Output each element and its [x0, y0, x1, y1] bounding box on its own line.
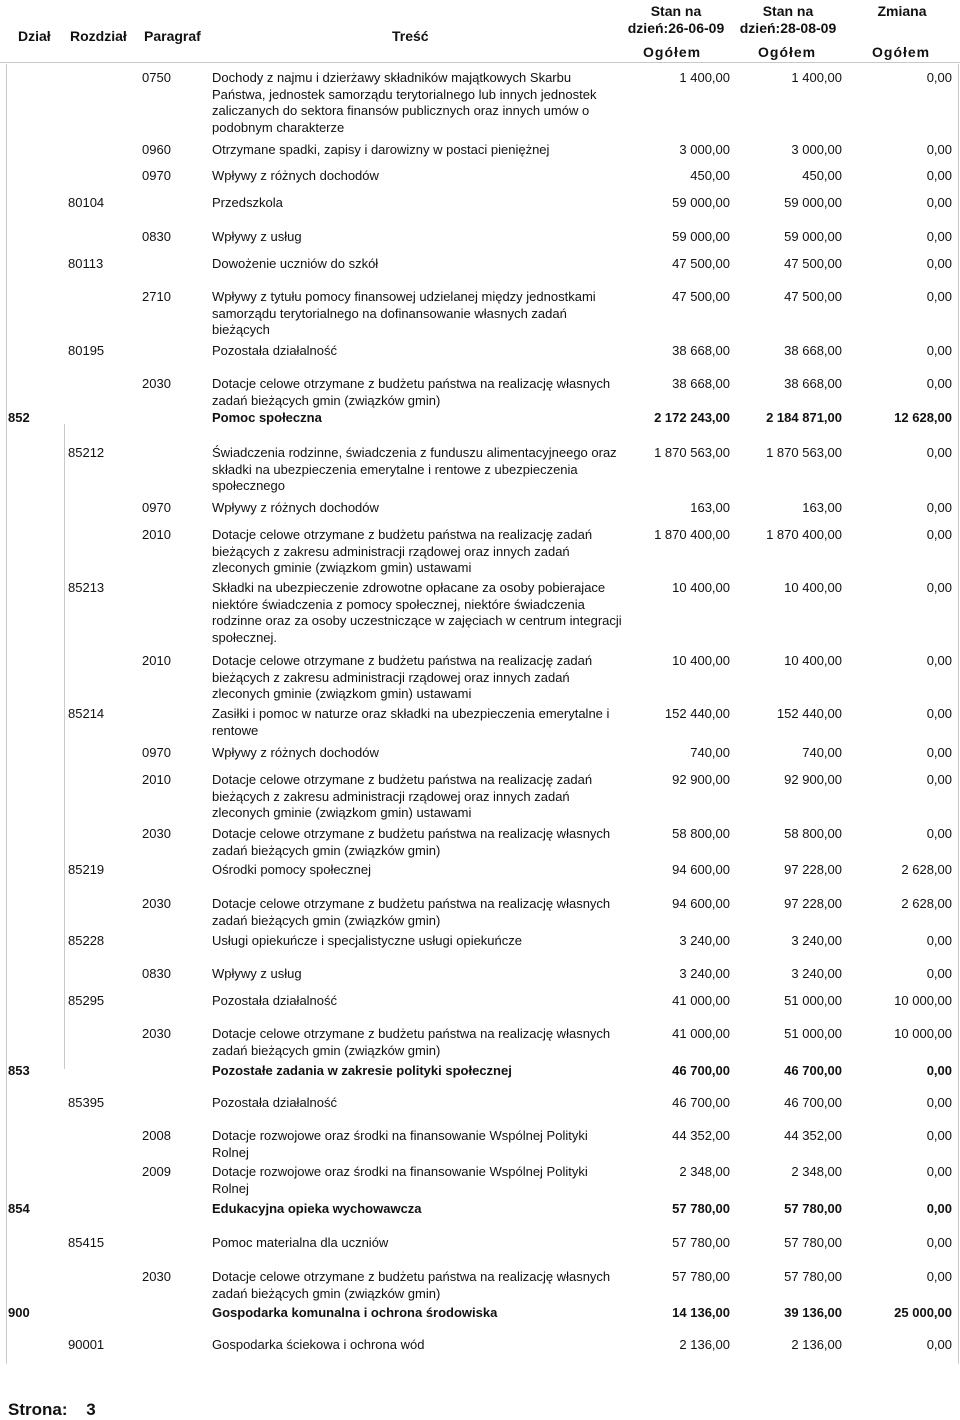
value-stan2-cell: 450,00	[802, 168, 842, 183]
value-zmiana-cell: 0,00	[926, 1095, 952, 1110]
value-stan2-cell: 2 136,00	[791, 1337, 842, 1352]
rozdzial-cell: 85214	[68, 706, 105, 721]
value-stan2-cell: 46 700,00	[784, 1095, 842, 1110]
value-zmiana-cell: 0,00	[926, 826, 952, 841]
rozdzial-cell: 80113	[68, 256, 104, 271]
value-zmiana-cell: 0,00	[926, 195, 952, 210]
value-stan1-cell: 59 000,00	[672, 229, 730, 244]
description-cell: Pozostała działalność	[212, 993, 338, 1008]
value-zmiana-cell: 0,00	[926, 1235, 952, 1250]
paragraf-cell: 0970	[142, 500, 171, 515]
value-stan2-cell: 44 352,00	[784, 1128, 842, 1143]
value-stan2-cell: 47 500,00	[784, 256, 842, 271]
value-stan2-cell: 38 668,00	[784, 343, 842, 358]
paragraf-cell: 0960	[142, 142, 171, 157]
value-zmiana-cell: 0,00	[926, 229, 952, 244]
header-stan2	[734, 3, 842, 37]
value-zmiana-cell: 0,00	[926, 1164, 952, 1179]
dzial-cell: 900	[8, 1305, 30, 1320]
value-stan1-cell: 41 000,00	[672, 1026, 730, 1041]
value-stan1-cell: 47 500,00	[672, 289, 730, 304]
value-zmiana-cell: 10 000,00	[894, 993, 952, 1008]
right-border	[958, 64, 959, 1364]
value-zmiana-cell: 12 628,00	[894, 410, 952, 425]
value-zmiana-cell: 0,00	[926, 772, 952, 787]
value-stan2-cell: 38 668,00	[784, 376, 842, 391]
paragraf-cell: 2030	[142, 1269, 171, 1284]
value-stan1-cell: 38 668,00	[672, 343, 730, 358]
description-cell: Wpływy z różnych dochodów	[212, 745, 379, 760]
description-cell: Dochody z najmu i dzierżawy składników majątkowych Skarbu Państwa, jednostek samorządu terytorialnego lub innych jednostek zaliczanych do sektora finansów publicznych oraz innych umów o podobnym charakterze	[212, 70, 597, 135]
rozdzial-cell: 90001	[68, 1337, 105, 1352]
paragraf-cell: 2010	[142, 653, 171, 668]
description-cell: Składki na ubezpieczenie zdrowotne opłacane za osoby pobierajace niektóre świadczenia z pomocy społecznej, niektóre świadczenia rodzinne oraz za osoby uczestniczące w zajęciach w centrum integracji społecznej.	[212, 580, 622, 645]
header-stan2-label: Stan na	[762, 3, 814, 19]
rozdzial-cell: 85219	[68, 862, 105, 877]
paragraf-cell: 2710	[142, 289, 171, 304]
value-stan1-cell: 152 440,00	[664, 706, 730, 721]
rozdzial-cell: 85295	[68, 993, 105, 1008]
value-stan1-cell: 163,00	[690, 500, 730, 515]
description-cell: Dotacje celowe otrzymane z budżetu państwa na realizację zadań bieżących z zakresu administracji rządowej oraz innych zadań zleconych gminie (związkom gmin) ustawami	[212, 772, 593, 820]
dzial-cell: 852	[8, 410, 30, 425]
value-stan2-cell: 47 500,00	[784, 289, 842, 304]
value-zmiana-cell: 0,00	[926, 445, 952, 460]
rozdzial-cell: 85415	[68, 1235, 105, 1250]
value-stan2-cell: 3 240,00	[791, 933, 842, 948]
description-cell: Pozostała działalność	[212, 343, 338, 358]
description-cell: Pozostała działalność	[212, 1095, 338, 1110]
value-zmiana-cell: 10 000,00	[894, 1026, 952, 1041]
description-cell: Dotacje celowe otrzymane z budżetu państwa na realizację własnych zadań bieżących gmin (związków gmin)	[212, 1269, 611, 1301]
value-zmiana-cell: 0,00	[926, 256, 952, 271]
value-stan2-cell: 1 400,00	[791, 70, 842, 85]
header-ogolem-1: Ogółem	[643, 44, 702, 60]
header-rozdzial: Rozdział	[70, 28, 127, 44]
header-zmiana: Zmiana	[877, 3, 927, 19]
value-stan2-cell: 2 184 871,00	[766, 410, 842, 425]
rozdzial-cell: 85213	[68, 580, 105, 595]
description-cell: Dowożenie uczniów do szkół	[212, 256, 379, 271]
value-stan2-cell: 57 780,00	[784, 1269, 842, 1284]
description-cell: Otrzymane spadki, zapisy i darowizny w postaci pieniężnej	[212, 142, 550, 157]
value-zmiana-cell: 0,00	[926, 1269, 952, 1284]
value-stan1-cell: 92 900,00	[672, 772, 730, 787]
value-stan1-cell: 1 400,00	[679, 70, 730, 85]
value-stan2-cell: 59 000,00	[784, 229, 842, 244]
value-stan2-cell: 740,00	[802, 745, 842, 760]
description-cell: Usługi opiekuńcze i specjalistyczne usługi opiekuńcze	[212, 933, 523, 948]
description-cell: Edukacyjna opieka wychowawcza	[212, 1201, 422, 1216]
value-stan1-cell: 2 348,00	[679, 1164, 730, 1179]
value-stan2-cell: 97 228,00	[784, 862, 842, 877]
paragraf-cell: 2010	[142, 772, 171, 787]
value-stan1-cell: 94 600,00	[672, 896, 730, 911]
value-zmiana-cell: 0,00	[926, 1337, 952, 1352]
value-zmiana-cell: 0,00	[926, 70, 952, 85]
paragraf-cell: 2009	[142, 1164, 171, 1179]
value-stan2-cell: 39 136,00	[784, 1305, 842, 1320]
rozdzial-cell: 85212	[68, 445, 105, 460]
description-cell: Wpływy z różnych dochodów	[212, 168, 379, 183]
paragraf-cell: 2030	[142, 1026, 171, 1041]
description-cell: Gospodarka komunalna i ochrona środowiska	[212, 1305, 498, 1320]
paragraf-cell: 0750	[142, 70, 171, 85]
value-stan1-cell: 58 800,00	[672, 826, 730, 841]
value-stan1-cell: 57 780,00	[672, 1269, 730, 1284]
value-stan2-cell: 3 240,00	[791, 966, 842, 981]
value-zmiana-cell: 0,00	[926, 1201, 952, 1216]
paragraf-cell: 0830	[142, 229, 171, 244]
description-cell: Dotacje rozwojowe oraz środki na finansowanie Wspólnej Polityki Rolnej	[212, 1164, 588, 1196]
value-zmiana-cell: 0,00	[926, 500, 952, 515]
value-stan2-cell: 3 000,00	[791, 142, 842, 157]
value-zmiana-cell: 0,00	[926, 527, 952, 542]
value-stan1-cell: 44 352,00	[672, 1128, 730, 1143]
value-stan2-cell: 152 440,00	[776, 706, 842, 721]
value-zmiana-cell: 0,00	[926, 343, 952, 358]
value-stan1-cell: 450,00	[690, 168, 730, 183]
header-tresc: Treść	[392, 28, 429, 44]
value-stan1-cell: 740,00	[690, 745, 730, 760]
value-zmiana-cell: 0,00	[926, 1128, 952, 1143]
value-stan2-cell: 51 000,00	[784, 1026, 842, 1041]
value-stan1-cell: 46 700,00	[672, 1095, 730, 1110]
value-stan1-cell: 3 240,00	[679, 966, 730, 981]
value-stan1-cell: 1 870 563,00	[654, 445, 730, 460]
value-stan1-cell: 3 000,00	[679, 142, 730, 157]
dzial-cell: 853	[8, 1063, 30, 1078]
value-stan1-cell: 59 000,00	[672, 195, 730, 210]
value-stan2-cell: 10 400,00	[784, 653, 842, 668]
paragraf-cell: 2008	[142, 1128, 171, 1143]
value-stan2-cell: 57 780,00	[784, 1201, 842, 1216]
value-stan2-cell: 1 870 400,00	[766, 527, 842, 542]
value-zmiana-cell: 0,00	[926, 1063, 952, 1078]
value-zmiana-cell: 0,00	[926, 653, 952, 668]
description-cell: Dotacje celowe otrzymane z budżetu państwa na realizację własnych zadań bieżących gmin (związków gmin)	[212, 1026, 611, 1058]
description-cell: Pomoc materialna dla uczniów	[212, 1235, 389, 1250]
description-cell: Dotacje celowe otrzymane z budżetu państwa na realizację własnych zadań bieżących gmin (związków gmin)	[212, 896, 611, 928]
header-stan1-date: dzień:26-06-09	[627, 20, 725, 36]
header-stan1-label: Stan na	[650, 3, 702, 19]
description-cell: Zasiłki i pomoc w naturze oraz składki na ubezpieczenia emerytalne i rentowe	[212, 706, 610, 738]
description-cell: Dotacje rozwojowe oraz środki na finansowanie Wspólnej Polityki Rolnej	[212, 1128, 588, 1160]
description-cell: Wpływy z tytułu pomocy finansowej udzielanej między jednostkami samorządu terytorialnego na dofinansowanie własnych zadań bieżących	[212, 289, 596, 337]
value-stan2-cell: 58 800,00	[784, 826, 842, 841]
value-stan2-cell: 59 000,00	[784, 195, 842, 210]
value-stan2-cell: 1 870 563,00	[766, 445, 842, 460]
value-zmiana-cell: 25 000,00	[894, 1305, 952, 1320]
value-stan2-cell: 57 780,00	[784, 1235, 842, 1250]
value-stan2-cell: 46 700,00	[784, 1063, 842, 1078]
description-cell: Dotacje celowe otrzymane z budżetu państwa na realizację własnych zadań bieżących gmin (związków gmin)	[212, 376, 611, 408]
value-zmiana-cell: 2 628,00	[901, 862, 952, 877]
description-cell: Przedszkola	[212, 195, 283, 210]
dzial-cell: 854	[8, 1201, 30, 1216]
description-cell: Wpływy z różnych dochodów	[212, 500, 379, 515]
value-stan1-cell: 10 400,00	[672, 580, 730, 595]
header-stan2-date: dzień:28-08-09	[739, 20, 837, 36]
value-stan1-cell: 46 700,00	[672, 1063, 730, 1078]
paragraf-cell: 0970	[142, 168, 171, 183]
value-stan1-cell: 47 500,00	[672, 256, 730, 271]
description-cell: Wpływy z usług	[212, 229, 302, 244]
header-stan1	[622, 3, 730, 37]
description-cell: Gospodarka ściekowa i ochrona wód	[212, 1337, 425, 1352]
description-cell: Ośrodki pomocy społecznej	[212, 862, 371, 877]
description-cell: Pomoc społeczna	[212, 410, 322, 425]
footer-page-number: 3	[86, 1400, 96, 1419]
value-stan1-cell: 38 668,00	[672, 376, 730, 391]
footer-label: Strona:	[8, 1400, 68, 1419]
value-zmiana-cell: 0,00	[926, 745, 952, 760]
value-zmiana-cell: 0,00	[926, 142, 952, 157]
value-zmiana-cell: 0,00	[926, 933, 952, 948]
description-cell: Pozostałe zadania w zakresie polityki społecznej	[212, 1063, 512, 1078]
value-stan2-cell: 10 400,00	[784, 580, 842, 595]
value-zmiana-cell: 0,00	[926, 376, 952, 391]
description-cell: Dotacje celowe otrzymane z budżetu państwa na realizację zadań bieżących z zakresu administracji rządowej oraz innych zadań zleconych gminie (związkom gmin) ustawami	[212, 527, 593, 575]
value-stan1-cell: 10 400,00	[672, 653, 730, 668]
value-zmiana-cell: 0,00	[926, 289, 952, 304]
page-footer	[8, 1400, 96, 1420]
rozdzial-cell: 80195	[68, 343, 105, 358]
paragraf-cell: 0830	[142, 966, 171, 981]
section-divider-852	[64, 424, 65, 1069]
header-ogolem-2: Ogółem	[758, 44, 817, 60]
paragraf-cell: 0970	[142, 745, 171, 760]
value-stan2-cell: 163,00	[802, 500, 842, 515]
header-ogolem-3: Ogółem	[872, 44, 931, 60]
value-stan1-cell: 57 780,00	[672, 1201, 730, 1216]
value-stan1-cell: 14 136,00	[672, 1305, 730, 1320]
description-cell: Wpływy z usług	[212, 966, 302, 981]
paragraf-cell: 2030	[142, 376, 171, 391]
value-zmiana-cell: 0,00	[926, 580, 952, 595]
paragraf-cell: 2030	[142, 826, 171, 841]
value-stan1-cell: 94 600,00	[672, 862, 730, 877]
value-zmiana-cell: 0,00	[926, 706, 952, 721]
value-zmiana-cell: 0,00	[926, 966, 952, 981]
rozdzial-cell: 85395	[68, 1095, 105, 1110]
value-stan1-cell: 1 870 400,00	[654, 527, 730, 542]
value-stan1-cell: 41 000,00	[672, 993, 730, 1008]
paragraf-cell: 2030	[142, 896, 171, 911]
value-stan2-cell: 2 348,00	[791, 1164, 842, 1179]
description-cell: Dotacje celowe otrzymane z budżetu państwa na realizację własnych zadań bieżących gmin (związków gmin)	[212, 826, 611, 858]
value-zmiana-cell: 0,00	[926, 168, 952, 183]
header-dzial: Dział	[18, 28, 51, 44]
value-stan1-cell: 57 780,00	[672, 1235, 730, 1250]
value-zmiana-cell: 2 628,00	[901, 896, 952, 911]
value-stan1-cell: 2 172 243,00	[654, 410, 730, 425]
left-border	[6, 64, 7, 1364]
value-stan2-cell: 51 000,00	[784, 993, 842, 1008]
value-stan2-cell: 97 228,00	[784, 896, 842, 911]
description-cell: Dotacje celowe otrzymane z budżetu państwa na realizację zadań bieżących z zakresu administracji rządowej oraz innych zadań zleconych gminie (związkom gmin) ustawami	[212, 653, 593, 701]
description-cell: Świadczenia rodzinne, świadczenia z funduszu alimentacyjneego oraz składki na ubezpieczenia emerytalne i rentowe z ubezpieczenia społecznego	[212, 445, 617, 493]
rozdzial-cell: 85228	[68, 933, 105, 948]
value-stan1-cell: 3 240,00	[679, 933, 730, 948]
header-paragraf: Paragraf	[144, 28, 201, 44]
value-stan2-cell: 92 900,00	[784, 772, 842, 787]
rozdzial-cell: 80104	[68, 195, 105, 210]
paragraf-cell: 2010	[142, 527, 171, 542]
table-header	[0, 0, 960, 64]
value-stan1-cell: 2 136,00	[679, 1337, 730, 1352]
header-rule	[0, 62, 960, 63]
